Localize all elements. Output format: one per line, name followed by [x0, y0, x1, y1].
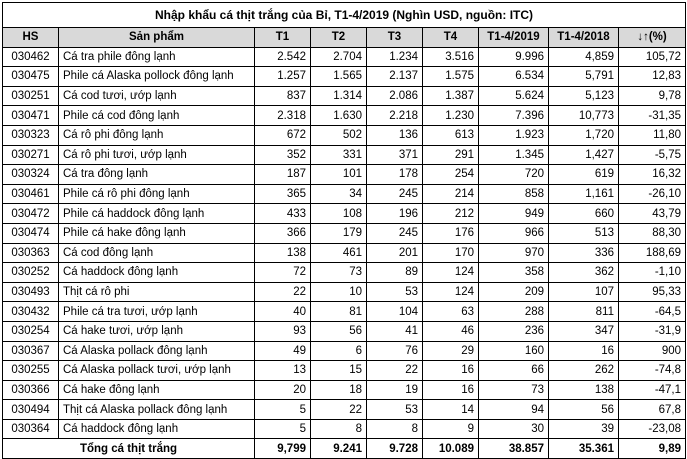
cell-product: Cá Alaska pollack đông lạnh — [59, 341, 255, 361]
header-t4: T4 — [423, 28, 479, 48]
total-t1-4-2018: 35.361 — [549, 439, 619, 459]
cell-t3: 104 — [367, 302, 423, 322]
table-row — [3, 341, 686, 361]
cell-change-percent: 11,80 — [619, 125, 686, 145]
cell-t1: 2.542 — [255, 47, 311, 67]
cell-t4: 16 — [423, 380, 479, 400]
cell-t2: 1.314 — [311, 86, 367, 106]
cell-t1-4-2019: 949 — [479, 204, 549, 224]
import-table-container — [2, 2, 685, 459]
cell-t3: 89 — [367, 263, 423, 283]
cell-t1-4-2018: 56 — [549, 400, 619, 420]
cell-t1-4-2018: 10,773 — [549, 106, 619, 126]
cell-change-percent: 12,83 — [619, 67, 686, 87]
cell-t1-4-2018: 513 — [549, 223, 619, 243]
total-t1-4-2019: 38.857 — [479, 439, 549, 459]
cell-change-percent: 95,33 — [619, 282, 686, 302]
table-row — [3, 400, 686, 420]
cell-t3: 136 — [367, 125, 423, 145]
cell-t3: 245 — [367, 184, 423, 204]
table-row — [3, 67, 686, 87]
header-hs: HS — [3, 28, 59, 48]
cell-hs: 030363 — [3, 243, 59, 263]
cell-t1-4-2018: 347 — [549, 321, 619, 341]
cell-t2: 331 — [311, 145, 367, 165]
cell-t1-4-2018: 811 — [549, 302, 619, 322]
cell-t1: 40 — [255, 302, 311, 322]
cell-t4: 254 — [423, 165, 479, 185]
cell-hs: 030254 — [3, 321, 59, 341]
table-row — [3, 204, 686, 224]
cell-hs: 030493 — [3, 282, 59, 302]
table-row — [3, 302, 686, 322]
cell-change-percent: 16,32 — [619, 165, 686, 185]
table-header-row — [3, 28, 686, 48]
cell-t1: 5 — [255, 419, 311, 439]
table-row — [3, 125, 686, 145]
cell-t2: 502 — [311, 125, 367, 145]
cell-change-percent: -1,10 — [619, 263, 686, 283]
cell-change-percent: -5,75 — [619, 145, 686, 165]
table-row — [3, 106, 686, 126]
cell-t1-4-2018: 619 — [549, 165, 619, 185]
cell-hs: 030432 — [3, 302, 59, 322]
cell-product: Phile cá Alaska pollock đông lạnh — [59, 67, 255, 87]
cell-change-percent: -31,9 — [619, 321, 686, 341]
cell-t1-4-2018: 107 — [549, 282, 619, 302]
cell-t1: 187 — [255, 165, 311, 185]
cell-t3: 19 — [367, 380, 423, 400]
total-t2: 9.241 — [311, 439, 367, 459]
cell-hs: 030271 — [3, 145, 59, 165]
table-row — [3, 184, 686, 204]
cell-t1-4-2019: 288 — [479, 302, 549, 322]
cell-product: Phile cá tra tươi, ướp lạnh — [59, 302, 255, 322]
cell-t3: 53 — [367, 400, 423, 420]
table-row — [3, 419, 686, 439]
cell-product: Phile cá rô phi đông lạnh — [59, 184, 255, 204]
cell-product: Phile cá cod đông lạnh — [59, 106, 255, 126]
cell-change-percent: 900 — [619, 341, 686, 361]
table-body — [3, 47, 686, 439]
cell-t1-4-2019: 66 — [479, 361, 549, 381]
cell-t4: 1.230 — [423, 106, 479, 126]
cell-change-percent: 105,72 — [619, 47, 686, 67]
cell-product: Cá haddock đông lạnh — [59, 263, 255, 283]
cell-t1-4-2019: 1.923 — [479, 125, 549, 145]
cell-t1-4-2019: 160 — [479, 341, 549, 361]
cell-t3: 8 — [367, 419, 423, 439]
cell-t2: 15 — [311, 361, 367, 381]
cell-t2: 22 — [311, 400, 367, 420]
cell-t1-4-2019: 6.534 — [479, 67, 549, 87]
cell-t2: 1.630 — [311, 106, 367, 126]
table-row — [3, 86, 686, 106]
cell-hs: 030323 — [3, 125, 59, 145]
cell-t3: 371 — [367, 145, 423, 165]
cell-t1: 365 — [255, 184, 311, 204]
cell-change-percent: 188,69 — [619, 243, 686, 263]
total-t1: 9,799 — [255, 439, 311, 459]
cell-t4: 14 — [423, 400, 479, 420]
cell-t4: 29 — [423, 341, 479, 361]
header-t2: T2 — [311, 28, 367, 48]
cell-t1: 13 — [255, 361, 311, 381]
cell-hs: 030461 — [3, 184, 59, 204]
cell-t3: 1.234 — [367, 47, 423, 67]
cell-t1: 138 — [255, 243, 311, 263]
import-table — [2, 2, 686, 459]
header-t1-4-2018: T1-4/2018 — [549, 28, 619, 48]
cell-t1: 352 — [255, 145, 311, 165]
cell-t2: 2.704 — [311, 47, 367, 67]
cell-t3: 178 — [367, 165, 423, 185]
cell-t4: 46 — [423, 321, 479, 341]
cell-t1: 5 — [255, 400, 311, 420]
cell-t4: 63 — [423, 302, 479, 322]
cell-t1-4-2018: 1,427 — [549, 145, 619, 165]
cell-t1-4-2018: 1,161 — [549, 184, 619, 204]
cell-t2: 6 — [311, 341, 367, 361]
cell-product: Cá rô phi đông lạnh — [59, 125, 255, 145]
cell-product: Cá hake tươi, ướp lạnh — [59, 321, 255, 341]
cell-t1-4-2018: 39 — [549, 419, 619, 439]
cell-t2: 34 — [311, 184, 367, 204]
total-t4: 10.089 — [423, 439, 479, 459]
cell-product: Cá cod đông lạnh — [59, 243, 255, 263]
cell-t1-4-2018: 5,791 — [549, 67, 619, 87]
table-row — [3, 145, 686, 165]
cell-t3: 2.218 — [367, 106, 423, 126]
cell-hs: 030255 — [3, 361, 59, 381]
cell-hs: 030472 — [3, 204, 59, 224]
cell-t4: 212 — [423, 204, 479, 224]
cell-t1-4-2019: 5.624 — [479, 86, 549, 106]
cell-product: Phile cá hake đông lạnh — [59, 223, 255, 243]
table-row — [3, 263, 686, 283]
cell-product: Cá hake đông lạnh — [59, 380, 255, 400]
cell-t1-4-2018: 262 — [549, 361, 619, 381]
cell-t3: 41 — [367, 321, 423, 341]
cell-change-percent: 67,8 — [619, 400, 686, 420]
cell-product: Cá tra phile đông lạnh — [59, 47, 255, 67]
cell-t1: 366 — [255, 223, 311, 243]
cell-t1-4-2019: 858 — [479, 184, 549, 204]
cell-change-percent: -31,35 — [619, 106, 686, 126]
table-row — [3, 165, 686, 185]
cell-t3: 22 — [367, 361, 423, 381]
cell-change-percent: 88,30 — [619, 223, 686, 243]
cell-t1-4-2019: 30 — [479, 419, 549, 439]
cell-hs: 030474 — [3, 223, 59, 243]
cell-t3: 53 — [367, 282, 423, 302]
header-change-percent: ↓↑(%) — [619, 28, 686, 48]
cell-t1: 72 — [255, 263, 311, 283]
cell-t1-4-2018: 4,859 — [549, 47, 619, 67]
cell-t4: 176 — [423, 223, 479, 243]
cell-hs: 030252 — [3, 263, 59, 283]
cell-t1: 672 — [255, 125, 311, 145]
cell-t3: 196 — [367, 204, 423, 224]
cell-hs: 030366 — [3, 380, 59, 400]
cell-product: Cá haddock đông lạnh — [59, 419, 255, 439]
cell-t2: 81 — [311, 302, 367, 322]
cell-t1-4-2019: 94 — [479, 400, 549, 420]
total-label: Tổng cá thịt trắng — [3, 439, 255, 459]
cell-hs: 030462 — [3, 47, 59, 67]
cell-t2: 8 — [311, 419, 367, 439]
cell-t3: 245 — [367, 223, 423, 243]
table-row — [3, 361, 686, 381]
cell-t2: 73 — [311, 263, 367, 283]
cell-t4: 124 — [423, 263, 479, 283]
table-row — [3, 321, 686, 341]
cell-change-percent: -26,10 — [619, 184, 686, 204]
cell-t1-4-2019: 209 — [479, 282, 549, 302]
cell-t2: 1.565 — [311, 67, 367, 87]
cell-change-percent: -74,8 — [619, 361, 686, 381]
cell-product: Cá rô phi tươi, ướp lạnh — [59, 145, 255, 165]
cell-t1-4-2018: 1,720 — [549, 125, 619, 145]
cell-t1-4-2019: 966 — [479, 223, 549, 243]
cell-t1-4-2018: 138 — [549, 380, 619, 400]
cell-t4: 1.575 — [423, 67, 479, 87]
cell-product: Thịt cá Alaska pollack đông lạnh — [59, 400, 255, 420]
cell-product: Cá tra đông lạnh — [59, 165, 255, 185]
header-product: Sản phẩm — [59, 28, 255, 48]
cell-t4: 9 — [423, 419, 479, 439]
cell-hs: 030367 — [3, 341, 59, 361]
cell-t1-4-2019: 1.345 — [479, 145, 549, 165]
cell-t4: 16 — [423, 361, 479, 381]
cell-product: Phile cá haddock đông lạnh — [59, 204, 255, 224]
cell-t2: 56 — [311, 321, 367, 341]
cell-t1-4-2019: 720 — [479, 165, 549, 185]
cell-t4: 214 — [423, 184, 479, 204]
header-t1-4-2019: T1-4/2019 — [479, 28, 549, 48]
cell-t2: 461 — [311, 243, 367, 263]
cell-t3: 76 — [367, 341, 423, 361]
cell-t2: 108 — [311, 204, 367, 224]
cell-hs: 030324 — [3, 165, 59, 185]
cell-t1: 20 — [255, 380, 311, 400]
cell-t1-4-2018: 336 — [549, 243, 619, 263]
header-t3: T3 — [367, 28, 423, 48]
total-change-percent: 9,89 — [619, 439, 686, 459]
cell-product: Cá cod tươi, ướp lạnh — [59, 86, 255, 106]
table-row — [3, 47, 686, 67]
cell-t1: 49 — [255, 341, 311, 361]
cell-t1: 837 — [255, 86, 311, 106]
cell-hs: 030494 — [3, 400, 59, 420]
cell-change-percent: -64,5 — [619, 302, 686, 322]
cell-t1-4-2019: 9.996 — [479, 47, 549, 67]
cell-hs: 030475 — [3, 67, 59, 87]
cell-change-percent: -23,08 — [619, 419, 686, 439]
cell-t1-4-2018: 5,123 — [549, 86, 619, 106]
cell-change-percent: 43,79 — [619, 204, 686, 224]
cell-change-percent: 9,78 — [619, 86, 686, 106]
cell-product: Cá Alaska pollack tươi, ướp lạnh — [59, 361, 255, 381]
cell-t4: 1.387 — [423, 86, 479, 106]
cell-t2: 18 — [311, 380, 367, 400]
cell-t1-4-2019: 970 — [479, 243, 549, 263]
cell-t1-4-2019: 358 — [479, 263, 549, 283]
cell-t1: 433 — [255, 204, 311, 224]
table-row — [3, 380, 686, 400]
cell-t3: 2.086 — [367, 86, 423, 106]
cell-t2: 10 — [311, 282, 367, 302]
cell-t1: 93 — [255, 321, 311, 341]
table-row — [3, 282, 686, 302]
cell-t1: 22 — [255, 282, 311, 302]
total-row — [3, 439, 686, 459]
cell-t1-4-2019: 236 — [479, 321, 549, 341]
cell-hs: 030251 — [3, 86, 59, 106]
cell-change-percent: -47,1 — [619, 380, 686, 400]
cell-t1-4-2018: 16 — [549, 341, 619, 361]
cell-t4: 291 — [423, 145, 479, 165]
cell-t1-4-2018: 362 — [549, 263, 619, 283]
cell-t4: 124 — [423, 282, 479, 302]
header-t1: T1 — [255, 28, 311, 48]
table-title: Nhập khẩu cá thịt trắng của Bỉ, T1-4/2019 (Nghìn USD, nguồn: ITC) — [3, 3, 686, 28]
cell-t4: 170 — [423, 243, 479, 263]
cell-hs: 030471 — [3, 106, 59, 126]
cell-hs: 030364 — [3, 419, 59, 439]
cell-t4: 3.516 — [423, 47, 479, 67]
cell-t1: 1.257 — [255, 67, 311, 87]
table-title-row — [3, 3, 686, 28]
table-row — [3, 223, 686, 243]
total-t3: 9.728 — [367, 439, 423, 459]
cell-t1: 2.318 — [255, 106, 311, 126]
cell-t3: 201 — [367, 243, 423, 263]
cell-product: Thịt cá rô phi — [59, 282, 255, 302]
cell-t2: 179 — [311, 223, 367, 243]
cell-t1-4-2019: 7.396 — [479, 106, 549, 126]
cell-t1-4-2019: 73 — [479, 380, 549, 400]
cell-t4: 613 — [423, 125, 479, 145]
cell-t2: 101 — [311, 165, 367, 185]
cell-t3: 2.137 — [367, 67, 423, 87]
cell-t1-4-2018: 660 — [549, 204, 619, 224]
table-row — [3, 243, 686, 263]
